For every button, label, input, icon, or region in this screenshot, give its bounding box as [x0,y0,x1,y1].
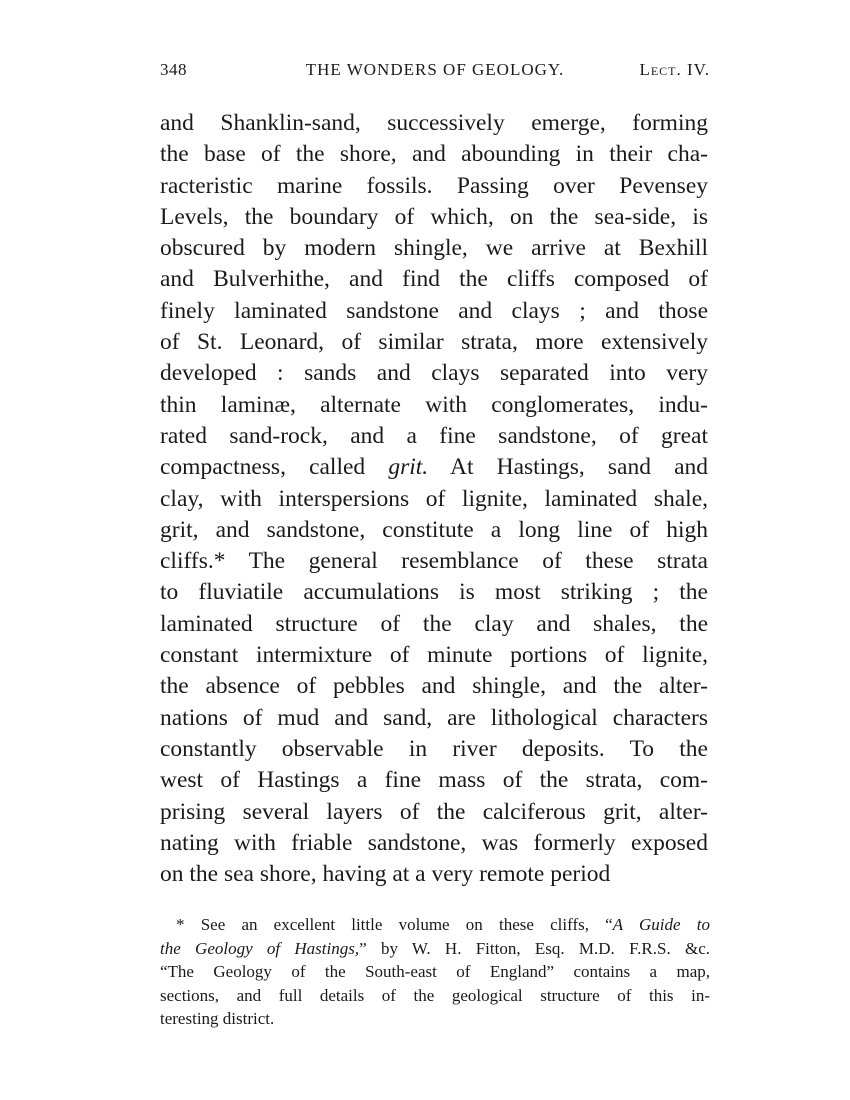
lecture-label: Lect. IV. [639,60,710,79]
text-line: west of Hastings a fine mass of the strata, com- [160,767,708,794]
text-line: grit, and sandstone, constitute a long line of high [160,516,708,543]
text-line: of St. Leonard, of similar strata, more extensively [160,329,708,356]
text-line: Levels, the boundary of which, on the sea-side, is [160,203,708,230]
footnote [160,913,710,1031]
text-line: rated sand-rock, and a fine sandstone, of great [160,422,708,449]
text-line: to fluviatile accumulations is most striking ; the [160,579,708,606]
text-segment: compactness, called [160,454,389,481]
footnote-line [160,937,710,961]
text-line: racteristic marine fossils. Passing over Pevensey [160,172,708,199]
footnote-segment: * See an excellent little volume on these cliffs, “ [176,915,613,934]
text-line: developed : sands and clays separated into very [160,360,708,387]
text-line: obscured by modern shingle, we arrive at Bexhill [160,235,708,262]
body-text [160,108,708,890]
text-line: clay, with interspersions of lignite, laminated shale, [160,485,708,512]
text-line: thin laminæ, alternate with conglomerates, indu- [160,391,708,418]
text-line: on the sea shore, having at a very remote period [160,861,611,888]
text-line: nating with friable sandstone, was formerly exposed [160,829,708,856]
footnote-segment: ” by W. H. Fitton, Esq. M.D. F.R.S. &c. [359,938,711,958]
footnote-line: teresting district. [160,1009,275,1029]
text-segment: At Hastings, sand and [428,454,709,481]
running-head [160,60,710,86]
text-line: constantly observable in river deposits. To the [160,735,708,762]
text-line: the absence of pebbles and shingle, and the alter- [160,673,708,700]
footnote-line [160,913,710,937]
text-line: nations of mud and sand, are lithological characters [160,704,708,731]
italic-term-grit: grit. [388,454,429,481]
footnote-italic-title: A Guide to [612,915,710,934]
text-line: and Bulverhithe, and find the cliffs composed of [160,266,708,293]
text-line: constant intermixture of minute portions of lignite, [160,642,708,669]
text-line: the base of the shore, and abounding in their cha- [160,141,708,168]
text-line: and Shanklin-sand, successively emerge, forming [160,110,708,136]
text-line: finely laminated sandstone and clays ; and those [160,297,708,324]
text-line: cliffs.* The general resemblance of these strata [160,548,708,575]
footnote-line: “The Geology of the South-east of England” contains a map, [160,962,710,982]
footnote-italic-title: the Geology of Hastings, [160,938,360,958]
book-title: THE WONDERS OF GEOLOGY. [305,60,565,79]
footnote-line: sections, and full details of the geological structure of this in- [160,985,710,1005]
text-line: laminated structure of the clay and shales, the [160,610,708,637]
text-line: prising several layers of the calciferous grit, alter- [160,798,708,825]
page-number: 348 [160,60,187,79]
text-line-with-italic [160,452,708,483]
